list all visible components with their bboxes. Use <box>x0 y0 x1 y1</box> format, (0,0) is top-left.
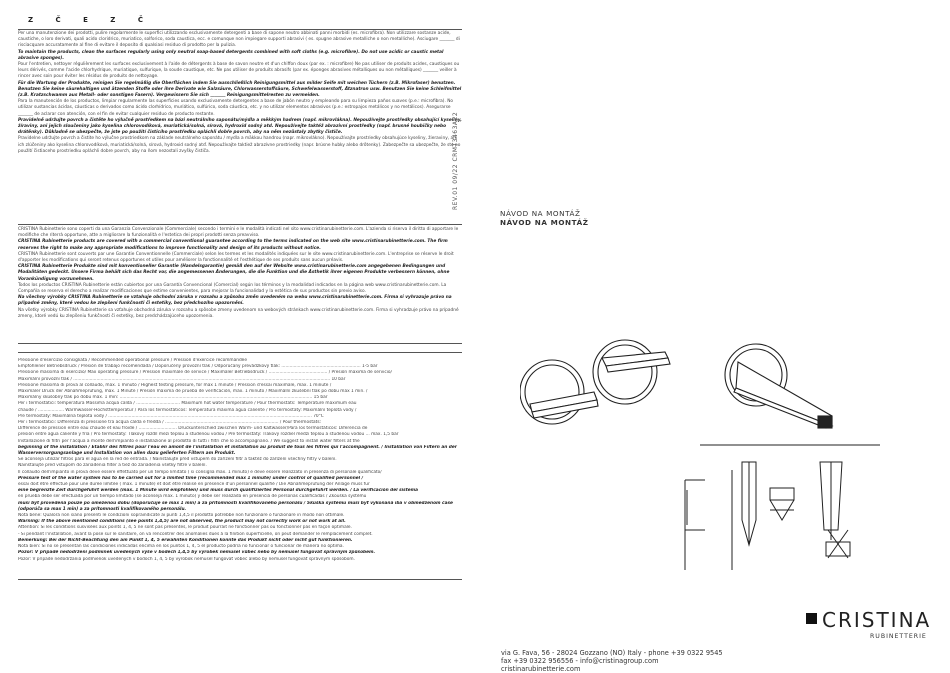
fax-email: fax +39 0322 956556 - info@cristinagroup.com <box>501 657 659 665</box>
spec-line: Se aconseja utilizar filtros para el agua en la red de entrada. / Nainstalujte před vstupem do zařízení filtr a taktéž do zařízení všechny filtry v balení. <box>18 457 337 463</box>
spec-line: Pozor: V případě nedodržení podmínek uvedených výše v bodech 1,4,5 by výrobek nemusel vůbec nebo by nemusel fungovat správným způsobem. <box>18 550 376 556</box>
spec-line: Nainštalujte pred vstupom do zariadenia filter a tiež do zariadenia všetky filtre v balení. <box>18 463 207 469</box>
spec-line: Maximální provozní tlak / ............................................................................................................................................................................................ 10 bar <box>18 376 346 382</box>
text-paragraph: CRISTINA Rubinetterie Produkte sind mit konventioneller Garantie (Handelsgarantie) gemäß den auf der Website www.cristinarubinetterie.com angegebenen Bedingungen und Modalitäten gedeckt. Unsere Firma behält sich das Recht vor, die angemessenen Änderungen, die die Funktion und die Ästhetik ihrer eigenen Produkte verbessern können, ohne Vorankündigung vorzunehmen. <box>18 264 450 282</box>
divider <box>18 352 462 353</box>
text-paragraph: CRISTINA Rubinetterie products are covered with a commercial conventional guarantee according to the terms indicated on the web site www.cristinarubinetterie.com. The firm reserves the right to make any appropriate modifications to improve functionality and design of its products without notice. <box>18 239 448 251</box>
rear-escutcheon-icon <box>593 340 657 404</box>
divider <box>18 343 462 344</box>
spec-line: Maximálny skúšobný tlak po dobu max. 1 min: ............................................................................................................................................. 15 bar <box>18 395 328 401</box>
text-paragraph: CRISTINA Rubinetterie sono coperti da una Garanzia Convenzionale (Commerciale) secondo i termini e le modalità indicati nel sito www.cristinarubinetterie.com. L'azienda si riserva il diritto di apportare le modifiche che riterrà opportune, atte a migliorare la funzionalità e l'estetica dei propri prodotti senza preavviso. <box>18 227 459 239</box>
spec-line: Maximaler Druck der Abnahmeprüfung, max. 1 Minute / Presión máxima de prueba de verificación, max. 1 minuto / Maximální zkušební tlak po dobu max 1 min. / <box>18 389 368 395</box>
logo-square-icon <box>806 613 817 624</box>
divider <box>18 224 462 225</box>
cleaning-section <box>18 31 462 155</box>
spec-line: essai doit être effectué pour une durée limitée ( max. 1 minute) et doit être réalisé en présence d'un personnel qualifié / Die Abnahmeprüfung der Anlage muss für <box>18 482 370 488</box>
assembly-instructions-title <box>500 209 589 227</box>
spec-line: Per i termostatici: temperatura Massima acqua calda / ................................ Maximum hot water temperature / Pour thermostats: Température maximum eau <box>18 401 357 407</box>
spec-line: Différence de pression entre eau chaude et eau froide / ............................ Druckunterschied zwischen Warm- und Kaltwasser/Para los termostáticos: Diferencia de <box>18 426 368 432</box>
text-paragraph: Para la manutención de los productos, limpiar regularmente las superficies usando exclusivamente detergentes a base de jabón neutro y empleando para su limpieza paños suaves (p.e.: microfibra). No utilizar sustancias ácidas, cáusticas o derivados como ácido clorhídrico, muriático, sulfúrico, soda cáustica, etc. y no utilizar elementos abrasivos (p.e.: estropajos metálicos y no metálicos). Asegurarse _______ de aclarar con atención, con el fin de evitar cualquier residuo de producto restante. <box>18 99 454 117</box>
divider <box>18 29 462 30</box>
spec-line: Installazione di filtri per l'acqua a monte dell'impianto e installazione al prodotto di tutti i filtri che lo accompagnano. / We suggest to install water filters at the <box>18 438 360 444</box>
spec-line: Pozor: V prípade nedodržania podmienok uvedených v bodoch 1, 4, 5 by výrobok nemusel fungovať vôbec alebo by nemusel fungovať správnym spôsobom. <box>18 556 355 562</box>
product-drawings <box>520 330 880 570</box>
text-paragraph: Na všetky výrobky CRISTINA Rubinetterie sa vzťahuje obchodná záruka v rozsahu a spôsobe zmeny uvedenom na webových stránkach www.cristinarubinetterie.com. Firma si vyhradzuje právo na prípadné zmeny, ktoré vedú ku zlepšeniu funkčnosti či estetiky, bez predchádzajúceho upozornenia. <box>18 307 459 319</box>
navod-line-bold: NÁVOD NA MONTÁŽ <box>500 218 589 227</box>
spec-line: Per i termostatici: Differenza di pressione tra acqua calda e fredda / ................................................................................... / Pour thermostats: <box>18 420 322 426</box>
mixer-drawing <box>520 340 832 428</box>
spec-line: eine begrenzte Zeit durchgeführt werden (max. 1 Minute wird empfohlen) und muss durch qualifiziertes Personal durchgeführt werden. / La verificación del sistema <box>18 488 419 494</box>
text-paragraph: Todos los productos CRISTINA Rubinetterie están cubiertos por una Garantía Convencional (Comercial) según los términos y la modalidad indicados en la página web www.cristinarubinetterie.com. La Compañía se reserva el derecho a realizar modificaciones que estime convenientes, para mejorar la funcionalidad y la estética de sus productos sin previo aviso. <box>18 282 447 295</box>
spec-line: Attention: Si les conditions susvisées aux points 1, 4, 5 ne sont pas présentes, le produit pourrait ne fonctionner pas ou fonctionner pas en façon optimale. <box>18 525 352 531</box>
logo-wordmark: CRISTINA <box>822 608 932 632</box>
text-paragraph: Na všechny výrobky CRISTINA Rubinetterie se vztahuje obchodní záruka v rozsahu a způsobu změn uvedeném na webu www.cristinarubinetterie.com. Firma si vyhrazuje právo na případné změny, které vedou ke zlepšení funkčnosti či estetiky, bez předchozího upozornění. <box>18 295 452 307</box>
spec-line: Bemerkung: Bei der Nicht-Beachtung den am Punkt 1, 4, 5 erwähnten Konditionen könnte das Produkt nicht oder nicht gut funktionieren. <box>18 537 353 543</box>
revision-code: REV.01 09/22 CRMT3463A22 <box>452 111 459 210</box>
spec-line: Pressione d'esercizio consigliata / Recommended operational pressure / Pression d'exercice recommandée <box>18 358 247 363</box>
address: via G. Fava, 56 - 28024 Gozzano (NO) Italy - phone +39 0322 9545 <box>501 649 723 657</box>
spec-line: en prueba debe ser efectuada por un tiempo limitado (se aconseja max. 1 minuto) y debe ser realizada en presencia de personas cualificadas / Zkouška systému <box>18 494 367 500</box>
spec-line: Empfohlener Betriebsdruck / Presión de trabajo recomendada / Doporučený provozní tlak / Odporúčaný prevádzkový tlak: .......................................................... 1-5 bar <box>18 364 378 370</box>
website-link[interactable]: cristinarubinetterie.com <box>501 665 581 673</box>
spec-line: musí být provedená pouze po omezenou dobu (doporučuje se max 1 min) a za přítomnosti kvalifikovaného personálu / Skúška systému musí byť vykonaná iba v obmedzenom čase (odporúča sa max 1 min) a za prítomnosti kvalifikovaného personálu. <box>18 500 453 512</box>
spec-line: - Si pendant l'installation, avant la pose sur le sanitaire, on va rencontrer des anomalies dues à la finition superficielle, on peut demander le remplacement complet. <box>18 531 373 537</box>
spec-line: presión entre agua caliente y fría / Pro termostaty: Tlakový rozdíl mezi teplou a studenou vodou / Pre termostaty: Tlakový rozdiel medzi teplou a studenou vodou ... max. 1,5 bar <box>18 432 399 438</box>
spec-line: Nota bien: Si no se presentan las condiciones indicadas encima en los puntos 1, 4, 5 el producto podría no funcionar o funcionar de manera no óptima. <box>18 544 344 550</box>
spec-line: Warning: If the above mentioned conditions (see points 1,4,5) are not observed, the product may not correctly work or not work at all. <box>18 519 346 525</box>
text-paragraph: Für die Wartung der Produkte, reinigen Sie regelmäßig die Oberflächen indem Sie ausschließlich Reinigungsmittel aus milder Seife mit weichen Tüchern (z.B. Mikrofaser) benutzen. Benutzen Sie keine säurehaltigen und ätzenden Stoffe oder ihre Derivate wie Salzsäure, Chlorwasserstoffsäure, Schwefelwasserstoff, Ätznatron usw. Benutzen Sie keine Schleifmittel (z.B. Kratzschwamm aus Metall- oder sonstigen Fasern). Vergewissern Sie sich _______ Reinigungsmittelresten zu vermeiden. <box>18 80 462 99</box>
spec-line: Pressione massima di prova al collaudo, max. 1 minuto / Highest testing pressure, for max 1 minute / Pression d'essai maximale, max. 1 minute / <box>18 382 332 388</box>
spec-line: Pre termostaty: Maximálna teplota vody / ..................................................................................................................................................... 70°C <box>18 413 324 419</box>
contact-block <box>501 649 723 673</box>
text-paragraph: Pravidelně udržujte povrch a čistěte ho výlučně prostředkem na bázi neutrálního saponátu/mýdla a měkkým hadrem (např. mikrovlákna). Nepoužívejte prostředky obsahující kyseliny, žíraviny, ani jejich sloučeniny jako kyselina chlorovodíková, muriatická/solná, sírová, hydroxid sodný atd. Nepoužívejte taktéž abrazivní prostředky (např. brusné houbičky nebo drátěnky). Důkladně se ubezpečte, že jste po použití čisticího prostředku opláchli dobře povrch, aby na něm nezůstaly zbytky čističe. <box>18 117 462 136</box>
text-paragraph: Pour l'entretien, nettoyer régulièrement les surfaces exclusivement à l'aide de détergents à base de savon neutre et d'un chiffon doux (par ex. : microfibre) Ne pas utiliser de produits acides, caustiques ou leurs dérivés, comme l'acide chlorhydrique, muriatique, sulfurique, la soude caustique, etc. Ne pas utiliser de produits abrasifs (par ex. éponges abrasives métalliques ou non métalliques) _______ veiller à rincer avec soin pour éviter les résidus de produits de nettoyage. <box>18 62 460 80</box>
spec-line: chaude / ................... Warmwasser-Höchsttemperatur / Para los termostáticos: Temperatura máxima agua caliente / Pro termostaty: Maximální teplota vody / <box>18 407 357 413</box>
logo-subtitle: RUBINETTERIE <box>870 633 927 640</box>
text-paragraph: Per una manutenzione dei prodotti, pulire regolarmente le superfici utilizzando esclusivamente detergenti a base di sapone neutro abbinati panni morbidi (es. microfibra). Non utilizzare sostanze acide, caustiche, o loro derivati, quali acido cloridrico, muriatico, solforico, soda caustica, ecc. e comunque non impiegare supporti abrasivi ( es. spugne abrasive metalliche o non metalliche). Asciugare _______ di risciacquare accuratamente al fine di evitare il deposito di qualsiasi residuo di prodotto per la pulizia. <box>18 31 460 49</box>
spec-line: Pressure test of the water system has to be carried out for a limited time (recommended max 1 minute) under control of qualified personnel / <box>18 475 364 481</box>
navod-line: NÁVOD NA MONTÁŽ <box>500 209 581 218</box>
text-paragraph: To maintain the products, clean the surfaces regularly using only neutral soap-based detergents combined with soft cloths (e.g. microfibre). Do not use acidic or caustic metal abrasive sponges). <box>18 49 444 61</box>
spec-line: Nota bene: Qualora non siano presenti le condizioni sopraindicate ai punti 1,4,5 il prodotto potrebbe non funzionare o funzionare in modo non ottimale. <box>18 513 345 519</box>
text-paragraph: Pravidelne udržujte povrch a čistite ho výlučne prostriedkom na základe neutrálneho saponátu / mydla a mäkkou handrou (napr. mikrovlákno). Nepoužívajte prostriedky obsahujúce kyseliny, žieraviny, ani ich zlúčeniny ako kyselina chlorovodíková, muriatická/solná, sírová, hydroxid sodný atď. Nepoužívajte taktiež abrazívne prostriedky (napr. brúsne hubky alebo drôtenky). Zabezpečte sa ubezpečte, že ste po použití čistiaceho prostriedku opláchli dobre povrch, aby na ňom nezostali zvyšky čističa. <box>18 136 461 154</box>
installation-diagram <box>685 445 880 570</box>
warranty-section <box>18 227 462 320</box>
spec-line: beginning of the installation / Établir des filtres pour l'eau en amont de l'installation et installation au produit de tous les filtres qui l'accompagnent. / Installation von Filtern an der Wasserversorgungsanlage und Installation von allen dazu gelieferten Filtern am Produkt. <box>18 444 457 457</box>
technical-section <box>18 358 462 563</box>
text-paragraph: CRISTINA Rubinetterie sont couverts par une Garantie Conventionnelle (Commerciale) selon les termes et les modalités indiquées sur le site www.cristinarubinetterie.com. L'entreprise se réserve le droit d'apporter les modifications qui seront retenus opportunes et utiles pour améliorer la fonctionnalité et l'esthétique de ses produits sans aucun préavis. <box>18 251 454 264</box>
divider <box>18 579 462 580</box>
spec-line: Pressione massima di esercizio/ Max operating pressure / Pression maximale de service / Maximaler Betriebsdruck / ........................................... / Presión maxima de servicio/ <box>18 370 393 376</box>
page-title: Z Č E Z Č <box>28 16 153 24</box>
spec-line: Il collaudo dell'impianto in prova deve essere effettuato per un tempo limitato ( si consiglia max. 1 minuto) e deve essere realizzato in presenza di personale qualificato/ <box>18 469 382 475</box>
